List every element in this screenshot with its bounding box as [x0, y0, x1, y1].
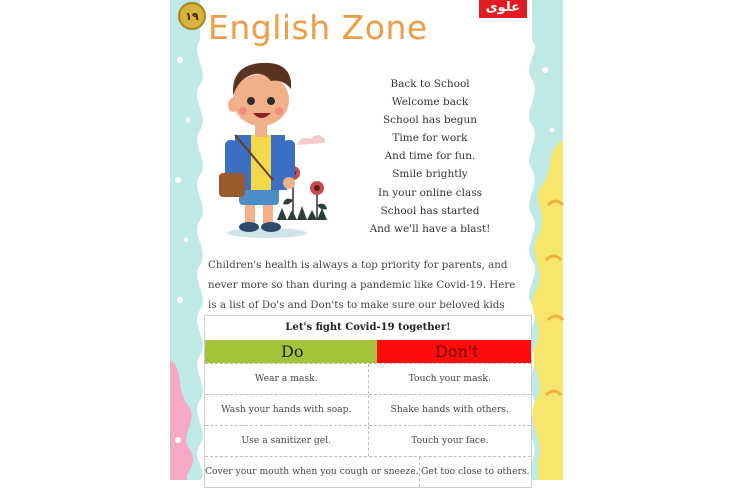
dont-column-header: Don't [377, 340, 531, 363]
boy-illustration [215, 55, 365, 240]
dont-cell: Touch your face. [411, 435, 489, 446]
table-row [205, 425, 531, 456]
poem-line: And time for fun. [384, 150, 476, 163]
do-column-header: Do [205, 340, 377, 363]
poem-line: Back to School [390, 78, 470, 90]
table-row [205, 363, 531, 394]
grass-icon [277, 206, 327, 220]
poem-line: In your online class [377, 186, 482, 199]
do-cell: Wear a mask. [205, 364, 369, 394]
poem-line: Welcome back [391, 96, 469, 109]
magazine-page [170, 0, 563, 480]
table-caption: Let's fight Covid-19 together! [285, 322, 451, 333]
table-header-row [205, 340, 531, 363]
do-cell: Use a sanitizer gel. [205, 426, 369, 456]
poem-line: And we'll have a blast! [369, 222, 491, 235]
dont-cell: Get too close to others. [421, 466, 530, 477]
poem-line: School has started [380, 204, 480, 217]
dont-cell: Shake hands with others. [390, 404, 509, 415]
poem-line: Smile brightly [392, 168, 468, 181]
page-number-badge: ١٩ [178, 2, 206, 30]
do-cell: Wash your hands with soap. [205, 395, 369, 425]
intro-paragraph: Children's health is always a top priority for parents, and never more so than during a pandemic like Covid-19. Here is a list of Do's and Don'ts to make sure our beloved kids [208, 259, 516, 311]
page-title: English Zone [208, 8, 428, 47]
bag-icon [219, 173, 245, 197]
poem-line: School has begun [382, 114, 478, 127]
brand-logo: علوى [479, 0, 527, 18]
table-row [205, 394, 531, 425]
table-row [205, 456, 531, 487]
poem [360, 75, 500, 238]
dos-and-donts-table [204, 315, 532, 488]
dont-cell: Touch your mask. [408, 373, 491, 384]
cloud-icon [297, 135, 325, 145]
poem-line: Time for work [392, 132, 468, 145]
do-cell: Cover your mouth when you cough or sneeze. [205, 457, 420, 487]
